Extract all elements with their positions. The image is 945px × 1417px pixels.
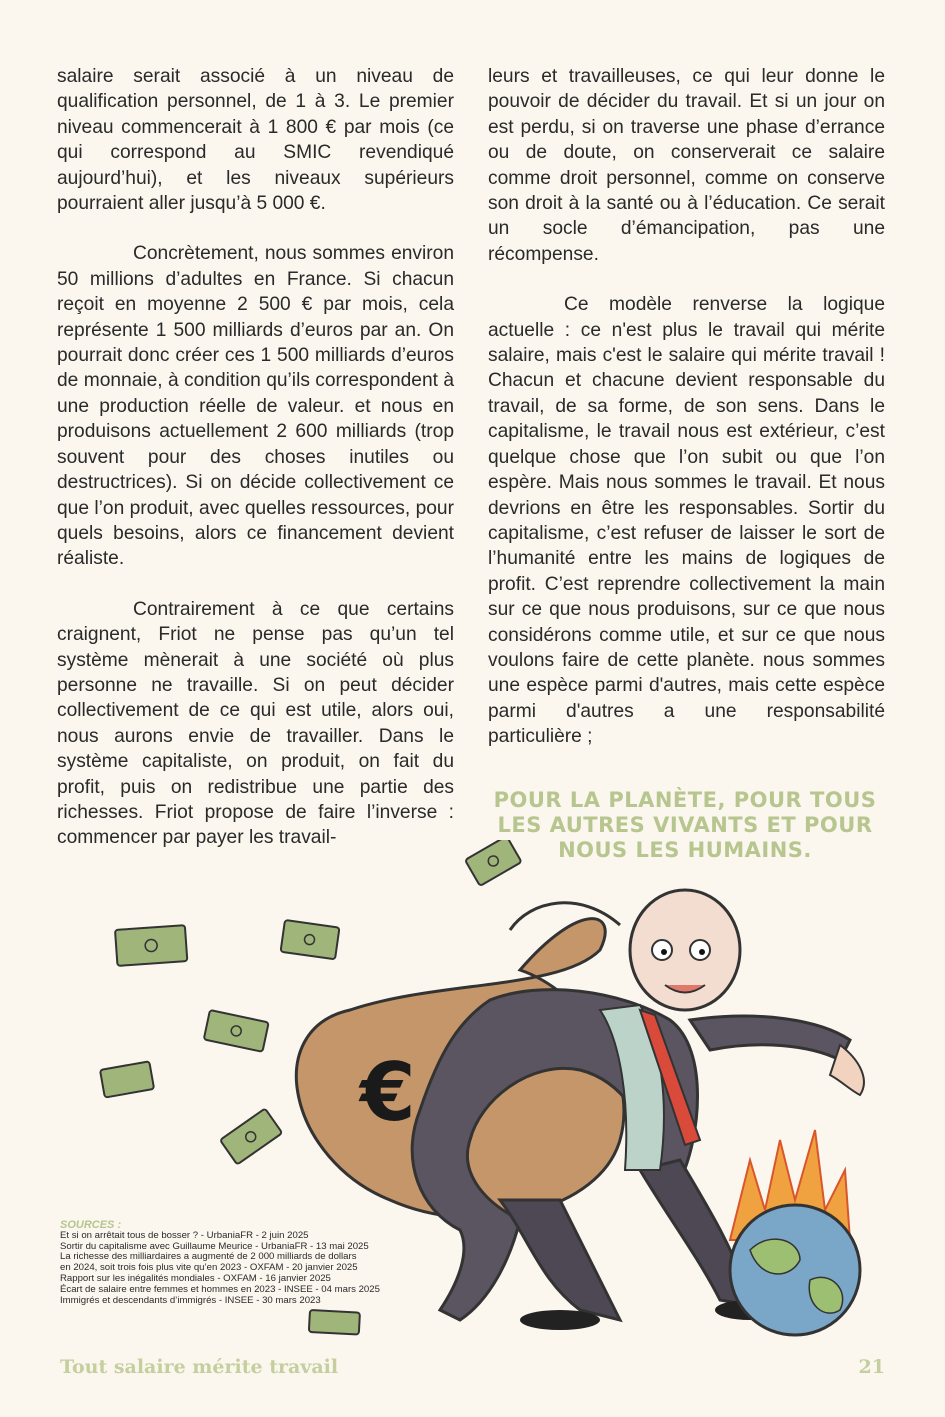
banknote-icon [115,925,187,966]
footer-title: Tout salaire mérite travail [60,1356,339,1378]
pull-quote: POUR LA PLANÈTE, POUR TOUS LES AUTRES VIVANTS ET POUR NOUS LES HUMAINS. [493,788,877,862]
source-item: La richesse des milliardaires a augmenté de 2 000 milliards de dollars [60,1251,357,1263]
source-item: Rapport sur les inégalités mondiales - OXFAM - 16 janvier 2025 [60,1272,331,1284]
left-paragraph-3: Contrairement à ce que certains craignent, Friot ne pense pas qu’un tel système mènerait à une société où plus personne ne travaille. Si on peut décider collectivement de ce qui est utile, alors oui, nous aurons envie de travailler. Dans le système capitaliste, on produit, on fait du profit, puis on redistribue une partie des richesses. Friot propose de faire l’inverse : commencer par payer les travail- [57,598,454,849]
euro-symbol: € [360,1046,416,1139]
banknote-icon [465,840,522,886]
page-number: 21 [858,1356,885,1378]
left-paragraph-1: salaire serait associé à un niveau de qualification personnel, de 1 à 3. Le premier niveau commencerait à 1 800 € par mois (ce qui correspond au SMIC revendiqué aujourd’hui), et les niveaux supérieurs pourraient aller jusqu’à 5 000 €. [57,66,454,215]
source-item: en 2024, soit trois fois plus vite qu’en 2023 - OXFAM - 20 janvier 2025 [60,1262,358,1274]
left-paragraph-2: Concrètement, nous sommes environ 50 millions d’adultes en France. Si chacun reçoit en moyenne 2 500 € par mois, cela représente 1 500 milliards d’euros par an. On pourrait donc créer ces 1 500 milliards d’euros de monnaie, à condition qu’ils correspondent à une production réelle de valeur. et nous en produisons actuellement 2 600 milliards (trop souvent pour des choses inutiles ou destructrices). Si on décide collectivement ce que l’on produit, avec quelles ressources, pour quels besoins, alors ce financement devient réaliste. [57,243,454,570]
sources-title: SOURCES : [60,1219,122,1231]
banknote-icon [204,1010,269,1052]
banknote-icon [281,920,340,959]
right-column [488,64,885,775]
left-column [57,64,454,876]
source-item: Sortir du capitalisme avec Guillaume Meurice - UrbaniaFR - 13 mai 2025 [60,1240,369,1252]
right-paragraph-1: leurs et travailleuses, ce qui leur donne le pouvoir de décider du travail. Et si un jour on est perdu, si on traverse une phase d’errance ou de doute, on conserverait ce salaire comme droit personnel, comme on conserve son droit à la santé ou à l’éducation. Ce serait un socle d’émancipation, pas une récompense. [488,66,885,265]
source-item: Et si on arrêtait tous de bosser ? - UrbaniaFR - 2 juin 2025 [60,1229,309,1241]
banknote-icon [100,1061,154,1097]
right-paragraph-2: Ce modèle renverse la logique actuelle : ce n'est plus le travail qui mérite salaire, mais c'est le salaire qui mérite travail ! Chacun et chacune devient responsable du travail, de sa forme, de son sens. Dans le capitalisme, le travail nous est extérieur, c’est quelque chose que l’on subit ou que l’on espère. Mais nous sommes le travail. Et nous devrions en être les responsables. Sortir du capitalisme, c’est refuser de laisser le sort de l’humanité entre les mains de logiques de profit. C’est reprendre collectivement la main sur ce que nous produisons, sur ce que nous considérons comme utile, et sur ce que nous voulons faire de cette planète. nous sommes une espèce parmi d'autres, mais cette espèce parmi d'autres a une responsabilité particulière ; [488,294,885,748]
source-item: Écart de salaire entre femmes et hommes en 2023 - INSEE - 04 mars 2025 [60,1283,380,1295]
burning-earth-icon [730,1130,860,1335]
banknote-icon [220,1108,282,1164]
source-item: Immigrés et descendants d’immigrés - INSEE - 30 mars 2023 [60,1294,321,1306]
sources-list [60,1220,480,1306]
banknote-icon [309,1310,360,1335]
